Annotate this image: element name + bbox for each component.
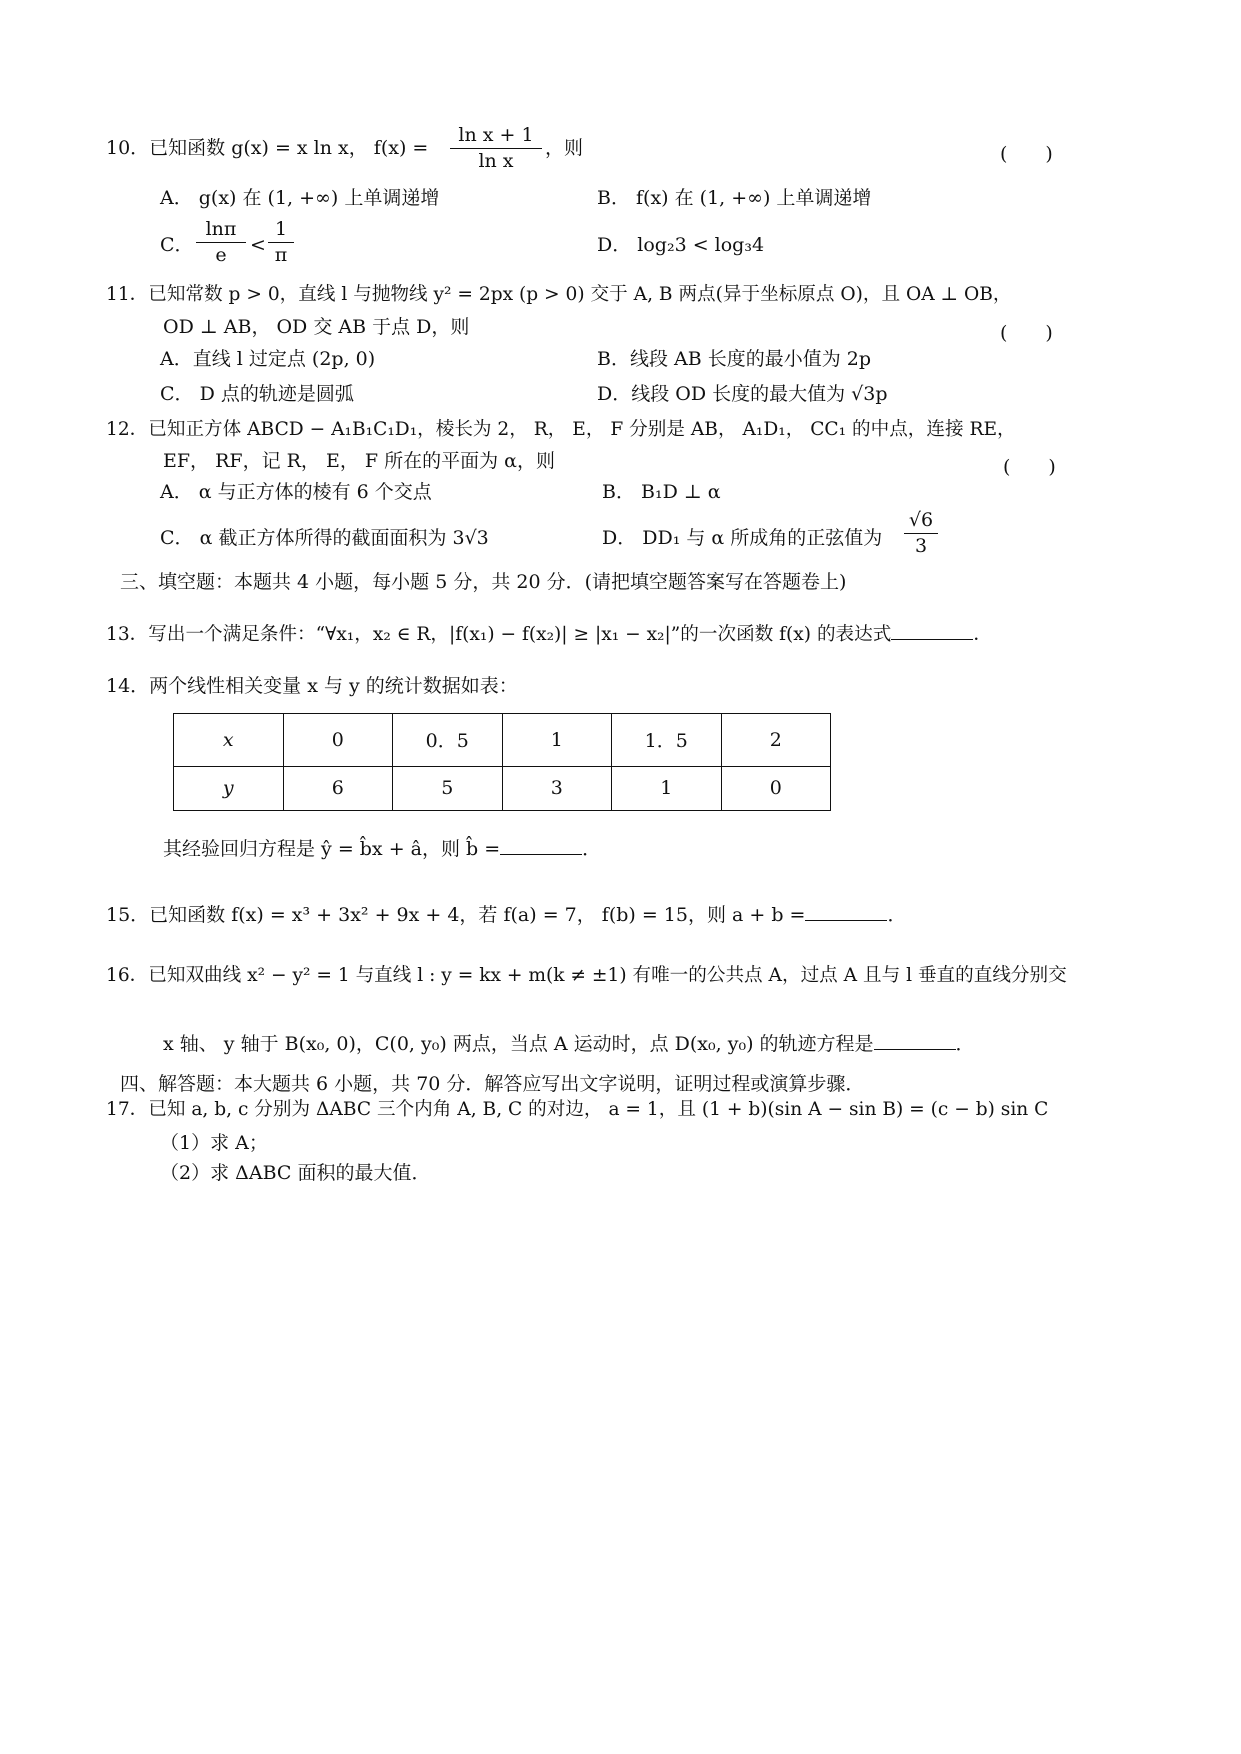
- q15-stem: 15．已知函数 f(x) = x³ + 3x² + 9x + 4，若 f(a) = 7， f(b) = 15，则 a + b =: [106, 904, 806, 926]
- answer-blank: [891, 621, 973, 640]
- table-cell: 1: [502, 714, 612, 767]
- q14-data-table: [173, 713, 831, 811]
- q10-option-d: D． log₂3 < log₃4: [597, 234, 765, 256]
- table-row: [174, 714, 831, 767]
- answer-blank: [500, 836, 582, 855]
- table-cell: x: [174, 714, 284, 767]
- q13-stem: 13．写出一个满足条件：“∀x₁，x₂ ∈ R，|f(x₁) − f(x₂)| ≥ |x₁ − x₂|”的一次函数 f(x) 的表达式: [106, 624, 892, 645]
- q11-option-b: B．线段 AB 长度的最小值为 2p: [597, 348, 872, 370]
- q11-line2: OD ⊥ AB， OD 交 AB 于点 D，则: [163, 316, 470, 338]
- q11-option-c: C． D 点的轨迹是圆弧: [160, 383, 354, 405]
- q16-stem: x 轴、 y 轴于 B(x₀, 0)，C(0, y₀) 两点，当点 A 运动时，点 D(x₀, y₀) 的轨迹方程是: [163, 1033, 874, 1055]
- q13-text: [106, 621, 992, 645]
- q12-line2: EF， RF，记 R， E， F 所在的平面为 α，则: [163, 450, 555, 472]
- q16-line2: [163, 1031, 975, 1054]
- q12-option-d: D． DD₁ 与 α 所成角的正弦值为: [602, 527, 883, 549]
- q14-after: [163, 836, 601, 859]
- q11-line1: 11．已知常数 p > 0，直线 l 与抛物线 y² = 2px (p > 0) 交于 A, B 两点(异于坐标原点 O)，且 OA ⊥ OB，: [106, 284, 1012, 305]
- q11-option-d: D．线段 OD 长度的最大值为 √3p: [597, 383, 888, 405]
- q15-text: [106, 902, 906, 925]
- table-cell: 0: [721, 766, 831, 810]
- q12-option-c: C． α 截正方体所得的截面面积为 3√3: [160, 527, 489, 549]
- q10-option-c-rel: <: [250, 234, 266, 256]
- q15-end: ．: [887, 904, 907, 926]
- q10-c-num2: 1: [274, 218, 288, 240]
- q12-option-b: B． B₁D ⊥ α: [602, 481, 721, 503]
- q10-fraction: [450, 126, 542, 171]
- q14-end: ．: [582, 838, 602, 860]
- q10-option-c-label: C．: [160, 234, 194, 256]
- q16-line1: 16．已知双曲线 x² − y² = 1 与直线 l : y = kx + m(k ≠ ±1) 有唯一的公共点 A，过点 A 且与 l 垂直的直线分别交: [106, 965, 1067, 986]
- table-cell: 2: [721, 714, 831, 767]
- q14-text: 14．两个线性相关变量 x 与 y 的统计数据如表：: [106, 675, 518, 697]
- q12-option-d-frac: [904, 511, 938, 556]
- q10-answer-bracket: ( ): [1000, 143, 1053, 165]
- q10-option-b: B． f(x) 在 (1, +∞) 上单调递增: [597, 187, 872, 209]
- section-4-heading: 四、解答题：本大题共 6 小题，共 70 分．解答应写出文字说明，证明过程或演算步骤．: [120, 1073, 865, 1095]
- q10-c-den1: e: [215, 244, 227, 266]
- table-cell: 5: [393, 766, 503, 810]
- q10-c-num1: lnπ: [205, 218, 237, 240]
- q12-option-a: A． α 与正方体的棱有 6 个交点: [160, 481, 432, 503]
- table-cell: 0: [283, 714, 393, 767]
- q16-end: ．: [955, 1033, 975, 1055]
- q10-tail: ，则: [545, 137, 584, 159]
- table-cell: 1: [612, 766, 722, 810]
- q11-answer-bracket: ( ): [1000, 322, 1053, 344]
- q10-option-c-frac2: [268, 220, 294, 265]
- q10-option-c-frac1: [196, 220, 246, 265]
- q11-option-a: A．直线 l 过定点 (2p, 0): [160, 348, 376, 370]
- q12-d-den: 3: [914, 535, 928, 557]
- q17-part2: （2）求 ΔABC 面积的最大值．: [160, 1162, 431, 1184]
- q14-regression: 其经验回归方程是 ŷ = b̂x + â，则 b̂ =: [163, 838, 501, 860]
- q10-c-den2: π: [274, 244, 288, 266]
- q10-option-a: A． g(x) 在 (1, +∞) 上单调递增: [160, 187, 440, 209]
- table-row: [174, 766, 831, 810]
- answer-blank: [805, 902, 887, 921]
- q17-line1: 17．已知 a, b, c 分别为 ΔABC 三个内角 A, B, C 的对边， a = 1，且 (1 + b)(sin A − sin B) = (c − b) sin C: [106, 1099, 1049, 1120]
- q10-stem: 10．已知函数 g(x) = x ln x， f(x) =: [106, 137, 429, 159]
- q17-part1: （1）求 A；: [160, 1132, 268, 1154]
- table-cell: y: [174, 766, 284, 810]
- table-cell: 0．5: [393, 714, 503, 767]
- q12-line1: 12．已知正方体 ABCD − A₁B₁C₁D₁，棱长为 2， R， E， F 分别是 AB， A₁D₁， CC₁ 的中点，连接 RE，: [106, 419, 1016, 440]
- q12-d-num: √6: [908, 509, 934, 531]
- table-cell: 3: [502, 766, 612, 810]
- q13-end: ．: [973, 624, 992, 645]
- table-cell: 1．5: [612, 714, 722, 767]
- answer-blank: [874, 1031, 956, 1050]
- q10-frac-den: ln x: [478, 150, 514, 172]
- section-3-heading: 三、填空题：本题共 4 小题，每小题 5 分，共 20 分．(请把填空题答案写在答题卷上): [120, 571, 847, 593]
- table-cell: 6: [283, 766, 393, 810]
- q10-frac-num: ln x + 1: [458, 124, 534, 146]
- q12-answer-bracket: ( ): [1003, 456, 1056, 478]
